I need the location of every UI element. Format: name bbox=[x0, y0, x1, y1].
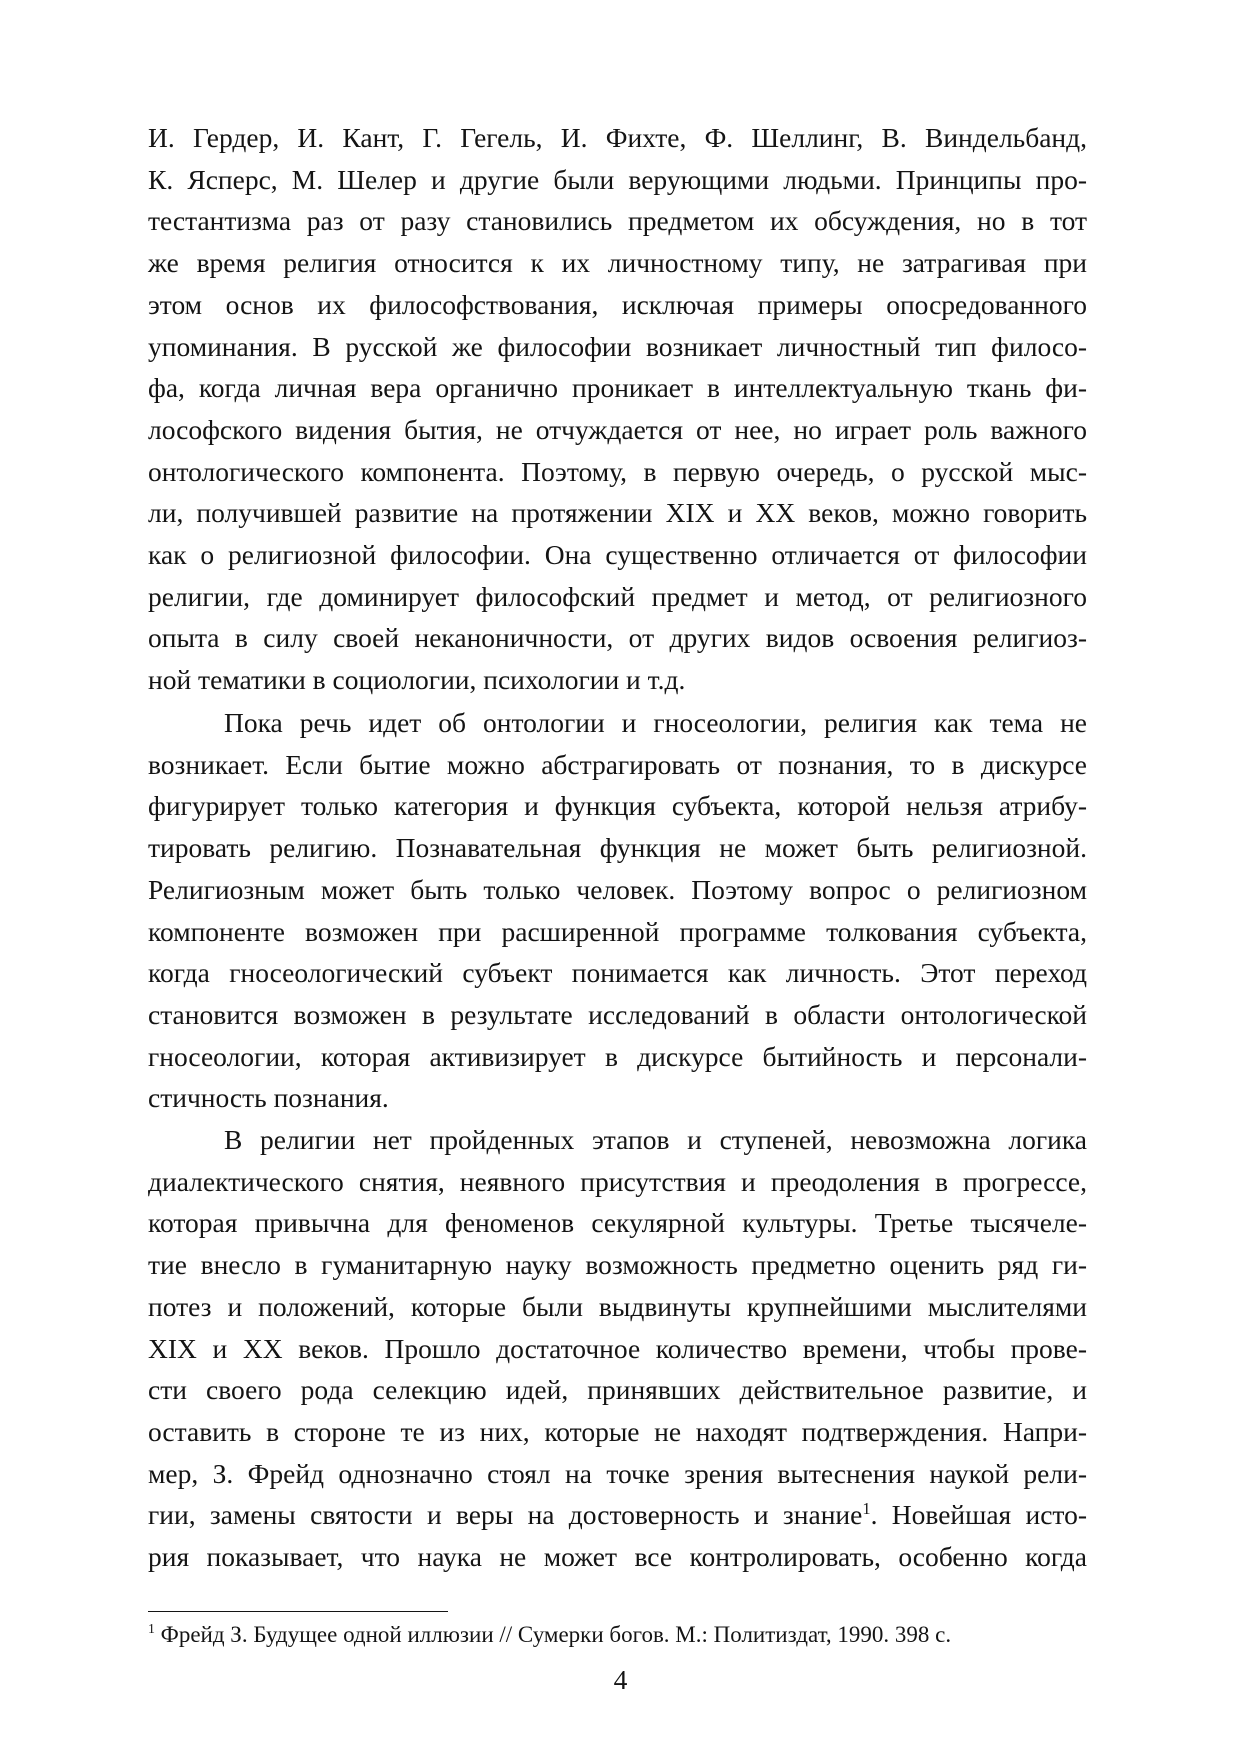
text-line: онтологического компонента. Поэтому, в первую очередь, о русской мыс- bbox=[148, 455, 1087, 487]
footnote-text: Фрейд З. Будущее одной иллюзии // Сумерки богов. М.: Политиздат, 1990. 398 с. bbox=[154, 1622, 952, 1647]
text-line: этом основ их философствования, исключая примеры опосредованного bbox=[148, 288, 1087, 320]
text-line: фигурирует только категория и функция субъекта, которой нельзя атрибу- bbox=[148, 790, 1087, 822]
text-line: стичность познания. bbox=[148, 1082, 389, 1114]
paragraph-1 bbox=[148, 117, 1087, 701]
footnote-mark: 1 bbox=[148, 1621, 155, 1637]
text-line: опыта в силу своей неканоничности, от других видов освоения религиоз- bbox=[148, 622, 1087, 654]
text-line: тие внесло в гуманитарную науку возможность предметно оценить ряд ги- bbox=[148, 1249, 1087, 1281]
page-number: 4 bbox=[613, 1664, 628, 1695]
text-line: ной тематики в социологии, психологии и т.д. bbox=[148, 664, 686, 696]
text-line: К. Ясперс, М. Шелер и другие были верующими людьми. Принципы про- bbox=[148, 163, 1087, 195]
text-line: сти своего рода селекцию идей, принявших действительное развитие, и bbox=[148, 1374, 1087, 1406]
text-line: И. Гердер, И. Кант, Г. Гегель, И. Фихте, Ф. Шеллинг, В. Виндельбанд, bbox=[148, 122, 1087, 153]
text-line: мер, З. Фрейд однозначно стоял на точке зрения вытеснения наукой рели- bbox=[148, 1457, 1087, 1489]
text-line: диалектического снятия, неявного присутствия и преодоления в прогрессе, bbox=[148, 1165, 1087, 1197]
text-line: упоминания. В русской же философии возникает личностный тип филосо- bbox=[148, 330, 1087, 362]
text-line: рия показывает, что наука не может все контролировать, особенно когда bbox=[148, 1541, 1087, 1573]
text-line: Пока речь идет об онтологии и гносеологии, религия как тема не bbox=[224, 707, 1087, 738]
text-line: возникает. Если бытие можно абстрагировать от познания, то в дискурсе bbox=[148, 748, 1087, 780]
text-line: оставить в стороне те из них, которые не находят подтверждения. Напри- bbox=[148, 1415, 1087, 1447]
text-line: Религиозным может быть только человек. Поэтому вопрос о религиозном bbox=[148, 873, 1087, 905]
text-line: же время религия относится к их личностному типу, не затрагивая при bbox=[148, 247, 1087, 279]
text-line: которая привычна для феноменов секулярной культуры. Третье тысячеле- bbox=[148, 1207, 1087, 1239]
footnote-separator bbox=[148, 1611, 448, 1612]
text-line: гносеологии, которая активизирует в дискурсе бытийность и персонали- bbox=[148, 1040, 1087, 1072]
text-line: становится возможен в результате исследований в области онтологической bbox=[148, 998, 1087, 1030]
text-line: ли, получившей развитие на протяжении XIX и XX веков, можно говорить bbox=[148, 497, 1087, 529]
text-line: фа, когда личная вера органично проникает в интеллектуальную ткань фи- bbox=[148, 372, 1087, 404]
paragraph-3 bbox=[148, 1119, 1087, 1578]
text-line: XIX и XX веков. Прошло достаточное количество времени, чтобы прове- bbox=[148, 1332, 1087, 1364]
footnote-reference[interactable]: 1 bbox=[862, 1498, 871, 1518]
text-line: как о религиозной философии. Она существенно отличается от философии bbox=[148, 539, 1087, 571]
footnote bbox=[148, 1620, 1087, 1650]
text-line: компоненте возможен при расширенной программе толкования субъекта, bbox=[148, 915, 1087, 947]
text-line: тестантизма раз от разу становились предметом их обсуждения, но в тот bbox=[148, 205, 1087, 237]
text-line: потез и положений, которые были выдвинуты крупнейшими мыслителями bbox=[148, 1290, 1087, 1322]
text-line-with-footnote bbox=[148, 1494, 1087, 1536]
text-line: религии, где доминирует философский предмет и метод, от религиозного bbox=[148, 580, 1087, 612]
text-line: лософского видения бытия, не отчуждается от нее, но играет роль важного bbox=[148, 413, 1087, 445]
text-line: когда гносеологический субъект понимается как личность. Этот переход bbox=[148, 957, 1087, 989]
paragraph-2 bbox=[148, 702, 1087, 1119]
text-segment: . Новейшая исто- bbox=[870, 1499, 1087, 1531]
text-line: В религии нет пройденных этапов и ступеней, невозможна логика bbox=[224, 1124, 1087, 1155]
text-segment: гии, замены святости и веры на достоверность и знание bbox=[148, 1499, 863, 1531]
text-line: тировать религию. Познавательная функция не может быть религиозной. bbox=[148, 832, 1087, 864]
